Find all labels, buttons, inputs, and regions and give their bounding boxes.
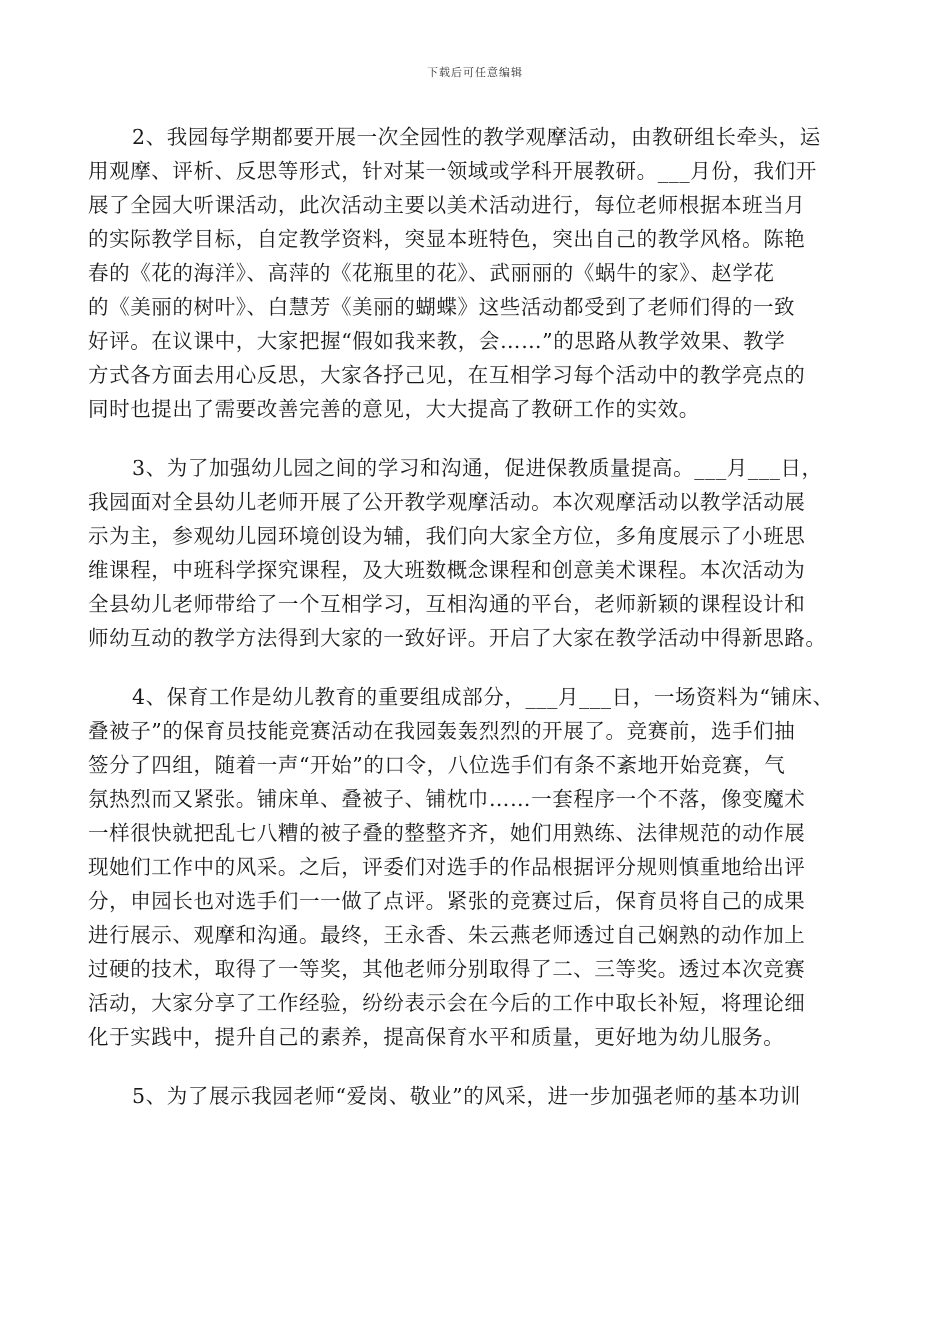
paragraph-line: 的实际教学目标，自定教学资料，突显本班特色，突出自己的教学风格。陈艳 bbox=[88, 227, 806, 251]
paragraph-line: 同时也提出了需要改善完善的意见，大大提高了教研工作的实效。 bbox=[88, 397, 700, 421]
paragraph-line: 2、我园每学期都要开展一次全园性的教学观摩活动，由教研组长牵头，运 bbox=[132, 125, 821, 149]
paragraph-line: 签分了四组，随着一声“开始”的口令，八位选手们有条不紊地开始竞赛，气 bbox=[88, 753, 786, 777]
paragraph-line: 氛热烈而又紧张。铺床单、叠被子、铺枕巾……一套程序一个不落，像变魔术 bbox=[88, 787, 806, 811]
paragraph-5 bbox=[88, 1079, 860, 1113]
paragraph-line: 叠被子”的保育员技能竞赛活动在我园轰轰烈烈的开展了。竞赛前，选手们抽 bbox=[88, 719, 796, 743]
paragraph-line: 我园面对全县幼儿老师开展了公开教学观摩活动。本次观摩活动以教学活动展 bbox=[88, 490, 806, 514]
paragraph-line: 示为主，参观幼儿园环境创设为辅，我们向大家全方位，多角度展示了小班思 bbox=[88, 524, 806, 548]
paragraph-line: 3、为了加强幼儿园之间的学习和沟通，促进保教质量提高。___月___日， bbox=[132, 456, 823, 480]
paragraph-line: 进行展示、观摩和沟通。最终，王永香、朱云燕老师透过自己娴熟的动作加上 bbox=[88, 923, 806, 947]
paragraph-line: 春的《花的海洋》、高萍的《花瓶里的花》、武丽丽的《蜗牛的家》、赵学花 bbox=[88, 261, 775, 285]
paragraph-line: 5、为了展示我园老师“爱岗、敬业”的风采，进一步加强老师的基本功训 bbox=[132, 1084, 801, 1108]
paragraph-3 bbox=[88, 451, 860, 655]
paragraph-4 bbox=[88, 680, 860, 1054]
header-note: 下载后可任意编辑 bbox=[427, 66, 523, 79]
paragraph-line: 的《美丽的树叶》、白慧芳《美丽的蝴蝶》这些活动都受到了老师们得的一致 bbox=[88, 295, 796, 319]
paragraph-line: 全县幼儿老师带给了一个互相学习，互相沟通的平台，老师新颖的课程设计和 bbox=[88, 592, 806, 616]
paragraph-line: 方式各方面去用心反思，大家各抒己见，在互相学习每个活动中的教学亮点的 bbox=[88, 363, 806, 387]
paragraph-line: 一样很快就把乱七八糟的被子叠的整整齐齐，她们用熟练、法律规范的动作展 bbox=[88, 821, 806, 845]
paragraph-line: 师幼互动的教学方法得到大家的一致好评。开启了大家在教学活动中得新思路。 bbox=[88, 626, 827, 650]
paragraph-line: 用观摩、评析、反思等形式，针对某一领域或学科开展教研。___月份，我们开 bbox=[88, 159, 817, 183]
paragraph-line: 好评。在议课中，大家把握“假如我来教，会……”的思路从教学效果、教学 bbox=[88, 329, 786, 353]
paragraph-line: 展了全园大听课活动，此次活动主要以美术活动进行，每位老师根据本班当月 bbox=[88, 193, 806, 217]
document-body bbox=[88, 120, 860, 1138]
paragraph-line: 化于实践中，提升自己的素养，提高保育水平和质量，更好地为幼儿服务。 bbox=[88, 1025, 785, 1049]
paragraph-line: 活动，大家分享了工作经验，纷纷表示会在今后的工作中取长补短，将理论细 bbox=[88, 991, 806, 1015]
paragraph-line: 4、保育工作是幼儿教育的重要组成部分，___月___日，一场资料为“铺床、 bbox=[132, 685, 834, 709]
paragraph-line: 维课程，中班科学探究课程，及大班数概念课程和创意美术课程。本次活动为 bbox=[88, 558, 806, 582]
paragraph-line: 过硬的技术，取得了一等奖，其他老师分别取得了二、三等奖。透过本次竞赛 bbox=[88, 957, 806, 981]
paragraph-line: 分，申园长也对选手们一一做了点评。紧张的竞赛过后，保育员将自己的成果 bbox=[88, 889, 806, 913]
paragraph-line: 现她们工作中的风采。之后，评委们对选手的作品根据评分规则慎重地给出评 bbox=[88, 855, 806, 879]
paragraph-2 bbox=[88, 120, 860, 426]
